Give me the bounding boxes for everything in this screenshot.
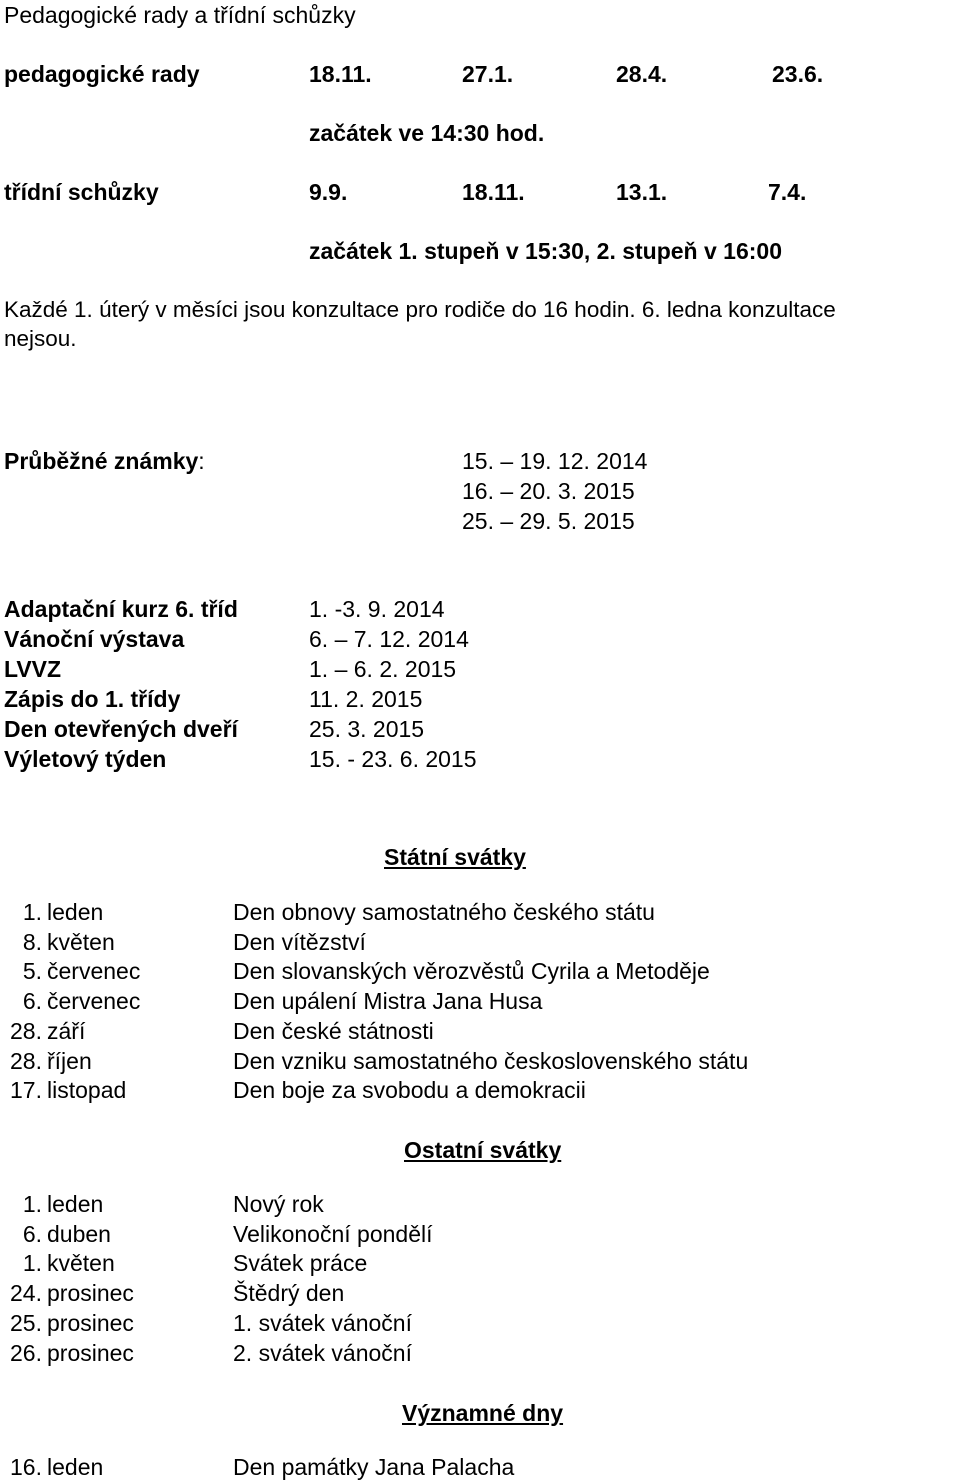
holiday-month: červenec — [47, 988, 141, 1014]
prubezne-znamky-date: 16. – 20. 3. 2015 — [462, 478, 635, 504]
holiday-month: leden — [47, 1191, 104, 1217]
pedagogicke-rady-date: 23.6. — [772, 61, 824, 87]
holiday-name: Den památky Jana Palacha — [233, 1454, 515, 1480]
prubezne-znamky-date: 15. – 19. 12. 2014 — [462, 448, 648, 474]
holiday-name: Den upálení Mistra Jana Husa — [233, 988, 543, 1014]
event-name: LVVZ — [4, 656, 62, 682]
prubezne-znamky-colon: : — [198, 448, 205, 474]
holiday-day: 25. — [10, 1310, 42, 1336]
event-date: 25. 3. 2015 — [309, 716, 425, 742]
konzultace-line: Každé 1. úterý v měsíci jsou konzultace pro rodiče do 16 hodin. 6. ledna konzultace — [4, 297, 836, 322]
tridni-schuzky-date: 13.1. — [616, 179, 668, 205]
event-name: Vánoční výstava — [4, 626, 185, 652]
holiday-day: 16. — [10, 1454, 42, 1480]
holiday-name: Den vzniku samostatného československého státu — [233, 1048, 749, 1074]
event-date: 11. 2. 2015 — [309, 686, 423, 712]
holiday-name: Den vítězství — [233, 929, 366, 955]
pedagogicke-rady-label: pedagogické rady — [4, 61, 200, 87]
event-name: Výletový týden — [4, 746, 167, 772]
tridni-schuzky-date: 7.4. — [768, 179, 807, 205]
event-name: Zápis do 1. třídy — [4, 686, 181, 712]
statni-svatky-heading: Státní svátky — [384, 844, 526, 870]
event-name: Den otevřených dveří — [4, 716, 238, 742]
pedagogicke-rady-date: 27.1. — [462, 61, 514, 87]
holiday-name: Štědrý den — [233, 1280, 345, 1306]
holiday-day: 28. — [10, 1018, 42, 1044]
holiday-month: prosinec — [47, 1280, 134, 1306]
holiday-name: Velikonoční pondělí — [233, 1221, 433, 1247]
holiday-name: Den boje za svobodu a demokracii — [233, 1077, 586, 1103]
prubezne-znamky-label: Průběžné známky — [4, 448, 199, 474]
tridni-schuzky-date: 9.9. — [309, 179, 348, 205]
prubezne-znamky-date: 25. – 29. 5. 2015 — [462, 508, 635, 534]
prubezne-znamky-heading — [4, 450, 205, 473]
holiday-month: květen — [47, 929, 115, 955]
event-date: 1. -3. 9. 2014 — [309, 596, 445, 622]
pedagogicke-rady-date: 18.11. — [309, 61, 372, 87]
holiday-day: 28. — [10, 1048, 42, 1074]
event-date: 6. – 7. 12. 2014 — [309, 626, 469, 652]
tridni-schuzky-date: 18.11. — [462, 179, 525, 205]
holiday-day: 1. — [22, 1191, 42, 1217]
holiday-name: Den slovanských věrozvěstů Cyrila a Metoděje — [233, 958, 710, 984]
page-title: Pedagogické rady a třídní schůzky — [4, 2, 356, 28]
holiday-month: září — [47, 1018, 86, 1044]
holiday-month: duben — [47, 1221, 111, 1247]
ostatni-svatky-heading: Ostatní svátky — [404, 1137, 562, 1163]
holiday-name: 2. svátek vánoční — [233, 1340, 412, 1366]
holiday-name: Den obnovy samostatného českého státu — [233, 899, 655, 925]
holiday-month: květen — [47, 1250, 115, 1276]
holiday-name: Nový rok — [233, 1191, 324, 1217]
holiday-day: 17. — [10, 1077, 42, 1103]
holiday-month: červenec — [47, 958, 141, 984]
holiday-day: 8. — [22, 929, 42, 955]
event-date: 15. - 23. 6. 2015 — [309, 746, 477, 772]
event-name: Adaptační kurz 6. tříd — [4, 596, 238, 622]
holiday-month: leden — [47, 1454, 104, 1480]
event-date: 1. – 6. 2. 2015 — [309, 656, 457, 682]
holiday-name: 1. svátek vánoční — [233, 1310, 412, 1336]
holiday-name: Den české státnosti — [233, 1018, 434, 1044]
holiday-month: leden — [47, 899, 104, 925]
holiday-day: 5. — [22, 958, 42, 984]
holiday-month: prosinec — [47, 1340, 134, 1366]
konzultace-line: nejsou. — [4, 326, 77, 351]
holiday-day: 24. — [10, 1280, 42, 1306]
pedagogicke-rady-note: začátek ve 14:30 hod. — [309, 120, 545, 146]
tridni-schuzky-label: třídní schůzky — [4, 179, 159, 205]
tridni-schuzky-note: začátek 1. stupeň v 15:30, 2. stupeň v 16:00 — [309, 238, 783, 264]
holiday-name: Svátek práce — [233, 1250, 368, 1276]
holiday-day: 6. — [22, 988, 42, 1014]
holiday-day: 26. — [10, 1340, 42, 1366]
holiday-month: říjen — [47, 1048, 92, 1074]
holiday-day: 1. — [22, 899, 42, 925]
holiday-day: 1. — [22, 1250, 42, 1276]
holiday-month: prosinec — [47, 1310, 134, 1336]
vyznamne-dny-heading: Významné dny — [402, 1400, 564, 1426]
pedagogicke-rady-date: 28.4. — [616, 61, 668, 87]
holiday-day: 6. — [22, 1221, 42, 1247]
holiday-month: listopad — [47, 1077, 127, 1103]
